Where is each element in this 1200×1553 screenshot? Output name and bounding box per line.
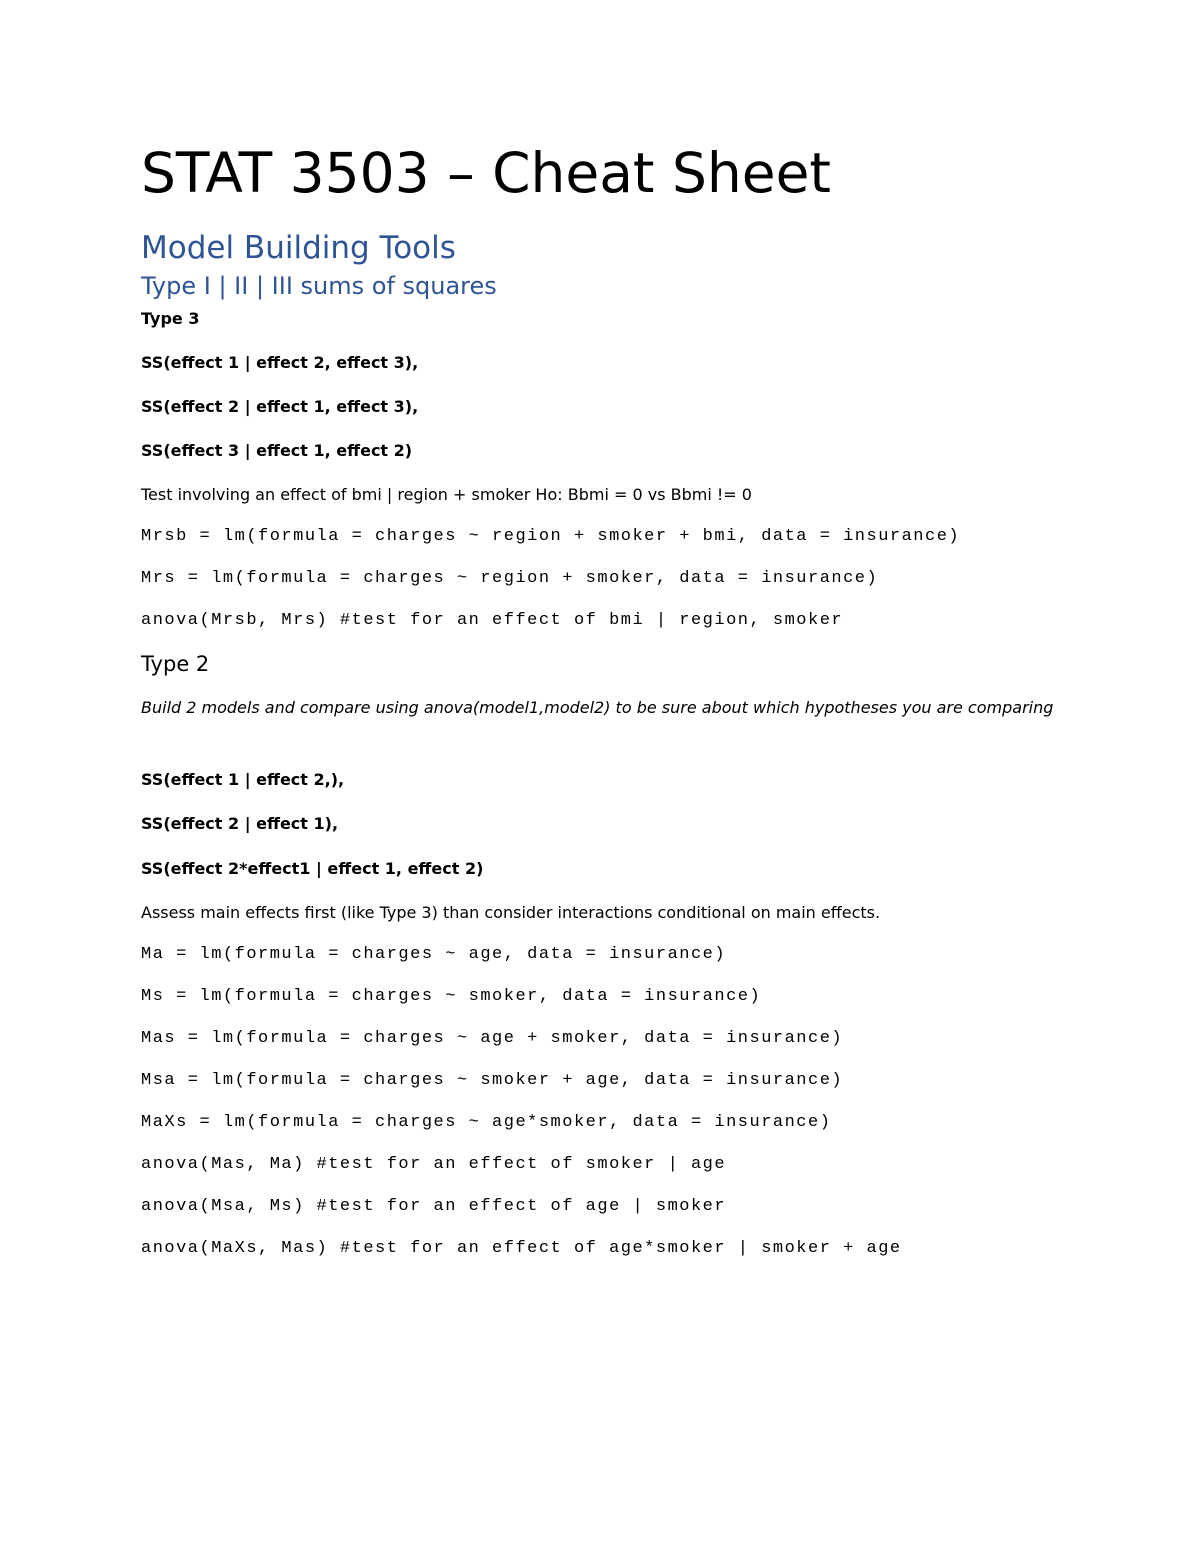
type3-test-text: Test involving an effect of bmi | region + smoker Ho: Bbmi = 0 vs Bbmi != 0 [141,485,752,504]
code-line: anova(MaXs, Mas) #test for an effect of age*smoker | smoker + age [141,1239,902,1258]
type2-heading: Type 2 [141,652,210,676]
type2-note: Build 2 models and compare using anova(model1,model2) to be sure about which hypotheses you are comparing [141,698,1054,717]
type2-ss-line: SS(effect 2*effect1 | effect 1, effect 2) [141,859,484,878]
type3-ss-line: SS(effect 3 | effect 1, effect 2) [141,441,413,460]
type3-ss-line: SS(effect 2 | effect 1, effect 3), [141,397,419,416]
page-title: STAT 3503 – Cheat Sheet [141,141,831,205]
code-line: Ms = lm(formula = charges ~ smoker, data = insurance) [141,987,762,1006]
type3-ss-line: SS(effect 1 | effect 2, effect 3), [141,353,419,372]
type2-ss-line: SS(effect 2 | effect 1), [141,814,339,833]
subsection-heading: Type I | II | III sums of squares [141,272,497,300]
code-line: Mas = lm(formula = charges ~ age + smoker, data = insurance) [141,1029,844,1048]
section-heading: Model Building Tools [141,230,456,266]
code-line: anova(Mrsb, Mrs) #test for an effect of bmi | region, smoker [141,611,844,630]
code-line: Ma = lm(formula = charges ~ age, data = insurance) [141,945,727,964]
type2-assess-text: Assess main effects first (like Type 3) than consider interactions conditional on main effects. [141,903,881,922]
type2-ss-line: SS(effect 1 | effect 2,), [141,770,345,789]
code-line: Mrsb = lm(formula = charges ~ region + smoker + bmi, data = insurance) [141,527,961,546]
code-line: Mrs = lm(formula = charges ~ region + smoker, data = insurance) [141,569,879,588]
code-line: anova(Mas, Ma) #test for an effect of smoker | age [141,1155,727,1174]
type3-label: Type 3 [141,309,200,328]
code-line: anova(Msa, Ms) #test for an effect of age | smoker [141,1197,727,1216]
code-line: Msa = lm(formula = charges ~ smoker + age, data = insurance) [141,1071,844,1090]
code-line: MaXs = lm(formula = charges ~ age*smoker, data = insurance) [141,1113,832,1132]
